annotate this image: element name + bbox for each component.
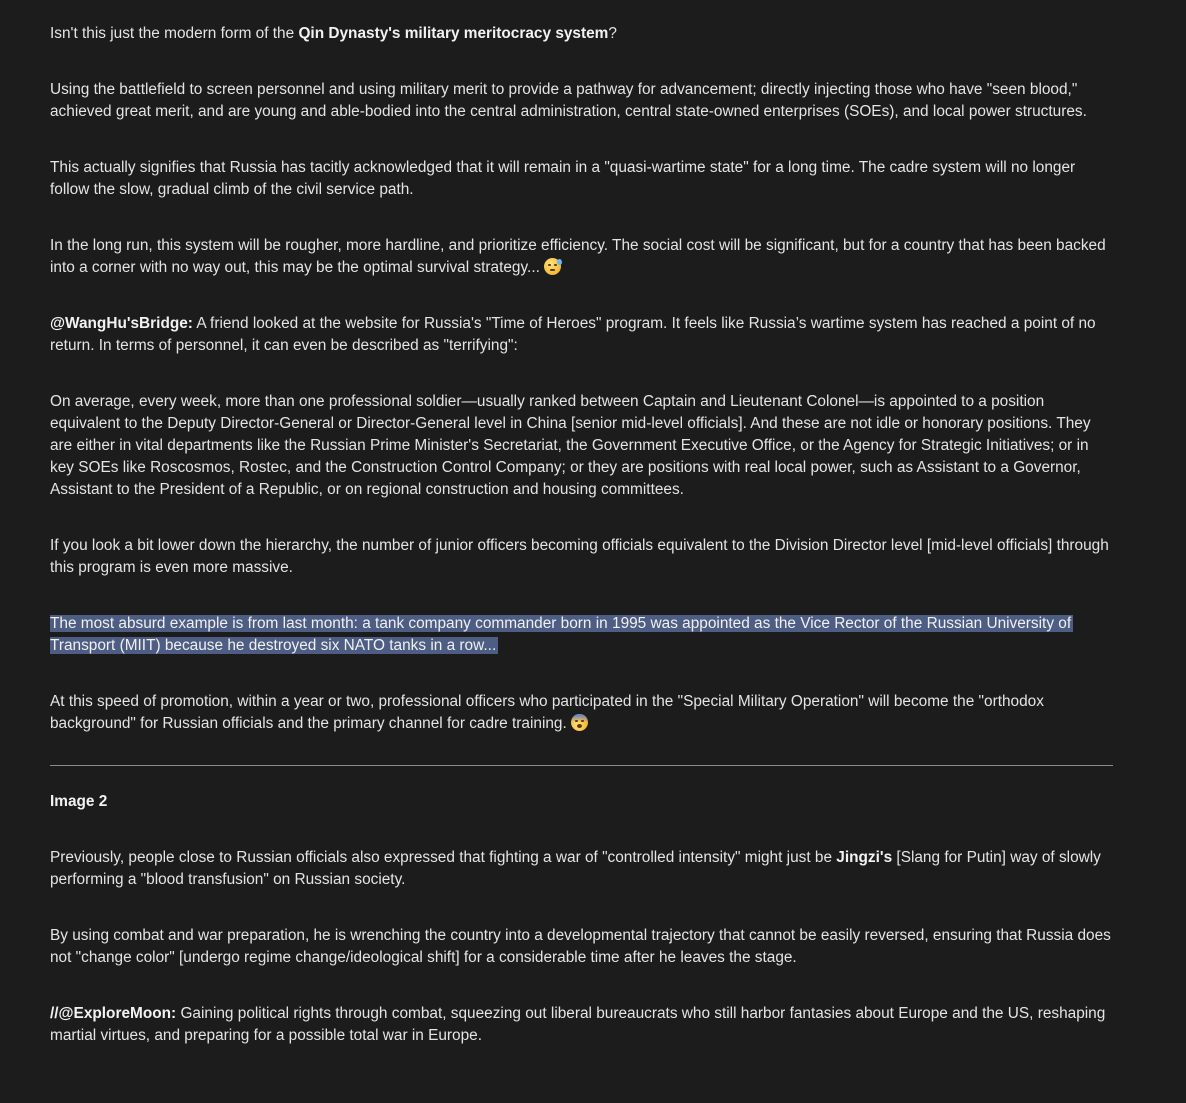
- paragraph-quasi-wartime: This actually signifies that Russia has tacitly acknowledged that it will remain in a "quasi-wartime state" for a long time. The cadre system will no longer follow the slow, gradual climb of the civil service path.: [50, 159, 1076, 198]
- paragraph-text: Previously, people close to Russian officials also expressed that fighting a war of "controlled intensity" might just be: [50, 849, 837, 866]
- paragraph-controlled-intensity: [50, 847, 1115, 891]
- section-heading: Image 2: [50, 793, 108, 810]
- paragraph-exploremoon-quote: [50, 1003, 1115, 1047]
- bold-phrase: Jingzi's: [836, 849, 893, 866]
- downcast-face-with-sweat-icon: [544, 258, 561, 275]
- paragraph-text: A friend looked at the website for Russia's "Time of Heroes" program. It feels like Russia’s wartime system has reached a point of no return. In terms of personnel, it can even be described as "terrifying":: [50, 315, 1096, 354]
- paragraph-wanghu-quote: [50, 313, 1115, 357]
- paragraph-junior-officers: If you look a bit lower down the hierarchy, the number of junior officers becoming officials equivalent to the Division Director level [mid-level officials] through this program is even more massive.: [50, 537, 1109, 576]
- paragraph-selected-text[interactable]: [50, 613, 1115, 657]
- paragraph-qin-dynasty: [50, 23, 1115, 45]
- paragraph-text: Isn't this just the modern form of the: [50, 25, 299, 42]
- paragraph-promotion-speed: [50, 691, 1115, 735]
- paragraph-text: ?: [608, 25, 617, 42]
- paragraph-war-preparation: By using combat and war preparation, he is wrenching the country into a developmental trajectory that cannot be easily reversed, ensuring that Russia does not "change color" [undergo regime change/ideological shift] for a considerable time after he leaves the stage.: [50, 927, 1111, 966]
- document-body: [50, 23, 1115, 1081]
- text-selection-highlight[interactable]: The most absurd example is from last month: a tank company commander born in 1995 was appointed as the Vice Rector of the Russian University of Transport (MIIT) because he destroyed six NATO tanks in a row...: [50, 615, 1072, 654]
- bold-phrase: Qin Dynasty's military meritocracy system: [298, 25, 609, 42]
- paragraph-text: In the long run, this system will be rougher, more hardline, and prioritize efficiency. The social cost will be significant, but for a country that has been backed into a corner with no way out, this may be the optimal survival strategy...: [50, 237, 1106, 276]
- horizontal-divider: [50, 765, 1113, 766]
- paragraph-weekly-appointments: On average, every week, more than one professional soldier—usually ranked between Captain and Lieutenant Colonel—is appointed to a position equivalent to the Deputy Director-General or Director-General level in China [senior mid-level officials]. And these are not idle or honorary positions. They are either in vital departments like the Russian Prime Minister's Secretariat, the Government Executive Office, or the Agency for Strategic Initiatives; or in key SOEs like Roscosmos, Rostec, and the Construction Control Company; or they are positions with real local power, such as Assistant to a Governor, Assistant to the President of a Republic, or on regional construction and housing committees.: [50, 393, 1091, 498]
- user-handle[interactable]: //@ExploreMoon:: [50, 1005, 177, 1022]
- paragraph-battlefield: Using the battlefield to screen personnel and using military merit to provide a pathway for advancement; directly injecting those who have "seen blood," achieved great merit, and are young and able-bodied into the central administration, central state-owned enterprises (SOEs), and local power structures.: [50, 81, 1087, 120]
- fearful-face-icon: [571, 714, 588, 731]
- paragraph-text: [Slang for Putin] way of slowly performing a "blood transfusion" on Russian society.: [50, 849, 1101, 888]
- paragraph-text: At this speed of promotion, within a year or two, professional officers who participated in the "Special Military Operation" will become the "orthodox background" for Russian officials and the primary channel for cadre training.: [50, 693, 1044, 732]
- paragraph-text: Gaining political rights through combat, squeezing out liberal bureaucrats who still harbor fantasies about Europe and the US, reshaping martial virtues, and preparing for a possible total war in Europe.: [50, 1005, 1106, 1044]
- user-handle[interactable]: @WangHu'sBridge:: [50, 315, 193, 332]
- paragraph-long-run: [50, 235, 1115, 279]
